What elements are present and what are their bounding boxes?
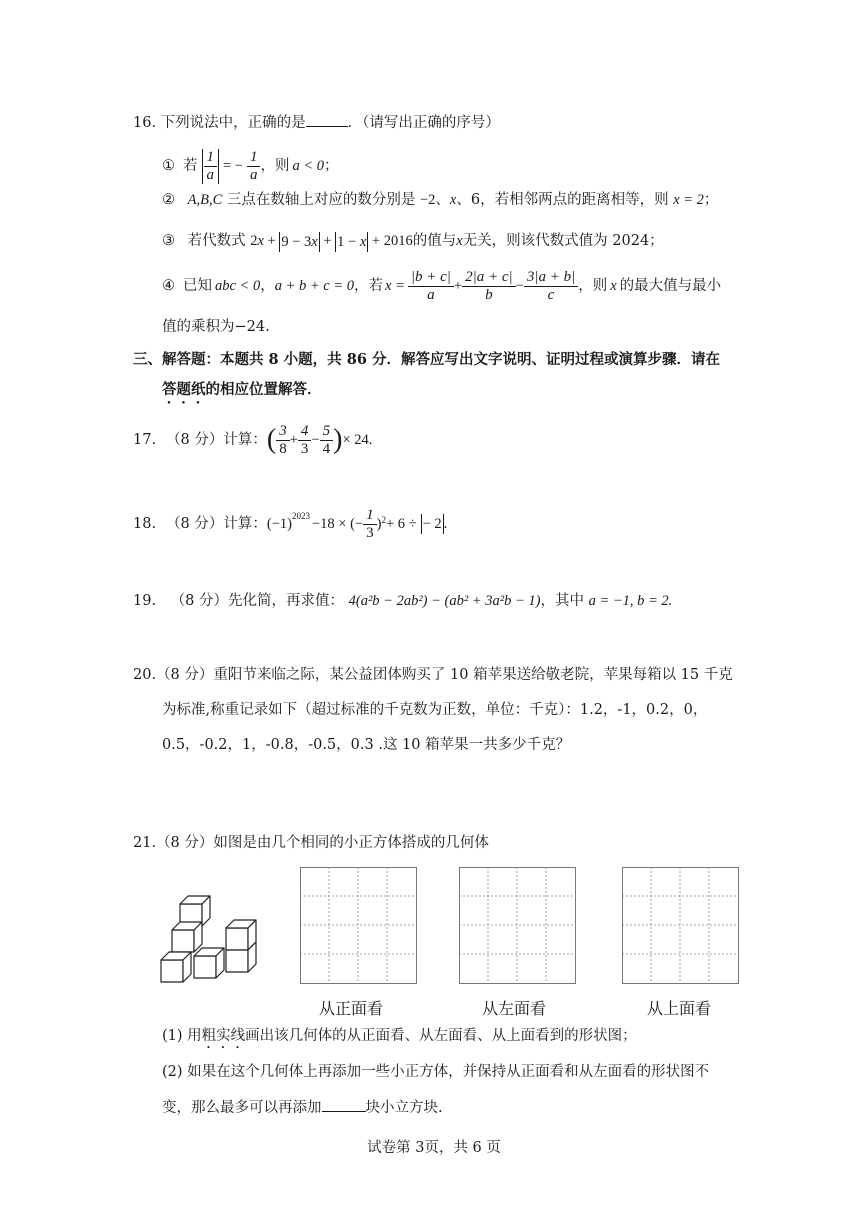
q17: 17. （8 分）计算： ( $\frac{3}{8}$ + $\frac{4}{3}$ − $\frac{5}{4}$ ) × 24. [133,422,373,457]
q19-text: ，其中 [540,593,584,609]
exponent: 2023 [292,511,310,521]
punct: ； [324,158,339,174]
sub-text: 画出该几何体的从正面看、从左面看、从上面看到的形状图； [245,1028,637,1044]
caption-left-view: 从左面看 [482,999,547,1018]
q21-number: 21. [133,835,157,851]
expr-part: (−1) [266,516,292,532]
q21-stem [133,833,489,853]
section-text: 的相应位置解答． [205,381,322,398]
item-text: ，则 [578,278,608,294]
fraction-1: $\frac{|b + c|}{a}$ [408,269,454,304]
item-mark: ① [162,158,175,174]
item-mark: ③ [162,233,175,249]
q19-score: （8 分）先化简，再求值： [170,593,345,609]
section-heading: 三、解答题：本题共 8 小题，共 86 分．解答应写出文字说明、证明过程或演算步骤．请在 [133,351,720,368]
item-condition: a < 0 [292,158,325,174]
emphasis-answer-sheet: 答题纸 [162,381,206,398]
q16-number: 16. [133,115,157,131]
q18-score: （8 分）计算： [166,516,267,532]
item-text: 无关，则该代数式值为 2024； [462,233,664,249]
item-tail: ，则 [260,158,290,174]
punct: . [443,516,448,532]
grid-left-view[interactable] [459,867,576,984]
q16-item-3 [162,231,664,252]
q18: 18. （8 分）计算： (−1) $^{2023}$ −18 × (− $\frac{1}{3}$ ) $^2$ + 6 ÷ − 2 . [133,506,448,541]
item-text: 的值与 [412,233,457,249]
abs-value: − 2 [422,516,442,532]
fraction-3: $\frac{3|a + b|}{c}$ [524,269,578,304]
q21-text: （8 分）如图是由几个相同的小正方体搭成的几何体 [156,835,489,851]
condition-sum: a + b + c = 0 [274,278,355,294]
var-x: x [456,233,463,249]
fraction-2: $\frac{2|a + c|}{b}$ [462,269,516,304]
emphasis-thick-line: 粗实线 [201,1028,246,1044]
item-text: 、6，若相邻两点的距离相等，则 [456,192,669,208]
punct: ； [703,192,719,208]
caption-top-view: 从上面看 [647,999,712,1018]
q16-instruction: ．（请写出正确的序号） [347,115,500,131]
grid-top-view[interactable] [622,867,739,984]
q19-number: 19. [133,593,157,609]
answer-blank [322,1097,366,1112]
q20-line1 [133,665,733,685]
q17-multiplier: × 24. [342,432,373,448]
abs-fraction: $\frac{1}{a}$ [202,149,220,184]
item-mark: ② [162,192,175,208]
q19-values: a = −1, b = 2. [588,593,673,609]
q19 [133,591,672,611]
item-text: ，若 [354,278,384,294]
q20-line2: 为标准,称重记录如下（超过标准的千克数为正数，单位：千克）：1.2，-1，0.2，0， [162,702,708,718]
q16-text: 下列说法中，正确的是 [160,115,306,131]
q21-sub2-line1: (2) 如果在这个几何体上再添加一些小正方体，并保持从正面看和从左面看的形状图不 [162,1064,710,1080]
punct: ， [260,278,275,294]
expression-abs: 2x + 9 − 3x + 1 − x + 2016 [250,233,413,250]
caption-front-view: 从正面看 [319,999,384,1018]
q21-sub1 [162,1026,637,1052]
punct: 、 [435,192,450,208]
q16-item-4-line2: 值的乘积为−24. [162,319,270,335]
expr-part: −18 × (− [312,516,364,532]
var-x: x [449,192,457,208]
expr-part: ) [376,516,382,532]
q18-number: 18. [133,516,157,532]
condition-abc: abc < 0 [215,278,261,294]
item-text: 已知 [183,278,212,294]
answer-blank [306,112,348,127]
item-text: 三点在数轴上对应的数分别是 [226,192,416,208]
page-footer: 试卷第 3页，共 6 页 [367,1140,501,1156]
item-prefix: 若 [183,158,198,174]
cube-stack-figure [158,890,270,990]
var-x: x [610,278,617,294]
expr-part: + 6 ÷ [385,516,417,532]
q17-number: 17. [133,432,157,448]
sub-text: 块小立方块. [365,1100,443,1116]
points-abc: A,B,C [187,192,223,208]
exponent: 2 [381,515,386,525]
grid-front-view[interactable] [300,867,417,984]
result-x: x = 2 [673,192,704,208]
q21-sub2-line2 [162,1097,443,1118]
q19-expression: 4(a²b − 2ab²) − (ab² + 3a²b − 1) [348,593,541,609]
item-text: 的最大值与最小 [619,278,722,294]
q20-number: 20. [133,667,157,683]
value-neg2: −2 [419,192,436,208]
q16-item-1: ① 若 $\frac{1}{a}$ = − $\frac{1}{a}$ ，则 a < 0 ； [162,148,339,183]
item-mark: ④ [162,278,175,294]
section-heading-line2 [162,380,322,407]
sub-label: (1) 用 [162,1028,202,1044]
q16-item-4: ④ 已知 abc < 0 ， a + b + c = 0 ，若 x = $\frac{|b + c|}{a}$ + $\frac{2|a + c|}{b}$ − $\frac{3|a + b|}{c}$ ，则 x 的最大值与最小 [162,268,722,303]
q17-score: （8 分）计算： [166,432,267,448]
q20-text: （8 分）重阳节来临之际，某公益团体购买了 10 箱苹果送给敬老院，苹果每箱以 15 千克 [156,667,733,683]
item-text: 若代数式 [187,233,246,249]
q16-stem [133,112,500,133]
q16-item-2 [162,190,718,210]
sub-text: 变，那么最多可以再添加 [162,1100,322,1116]
q20-line3: 0.5，-0.2，1，-0.8，-0.5，0.3 .这 10 箱苹果一共多少千克？ [162,737,571,753]
var-x-eq: x = [385,278,405,294]
